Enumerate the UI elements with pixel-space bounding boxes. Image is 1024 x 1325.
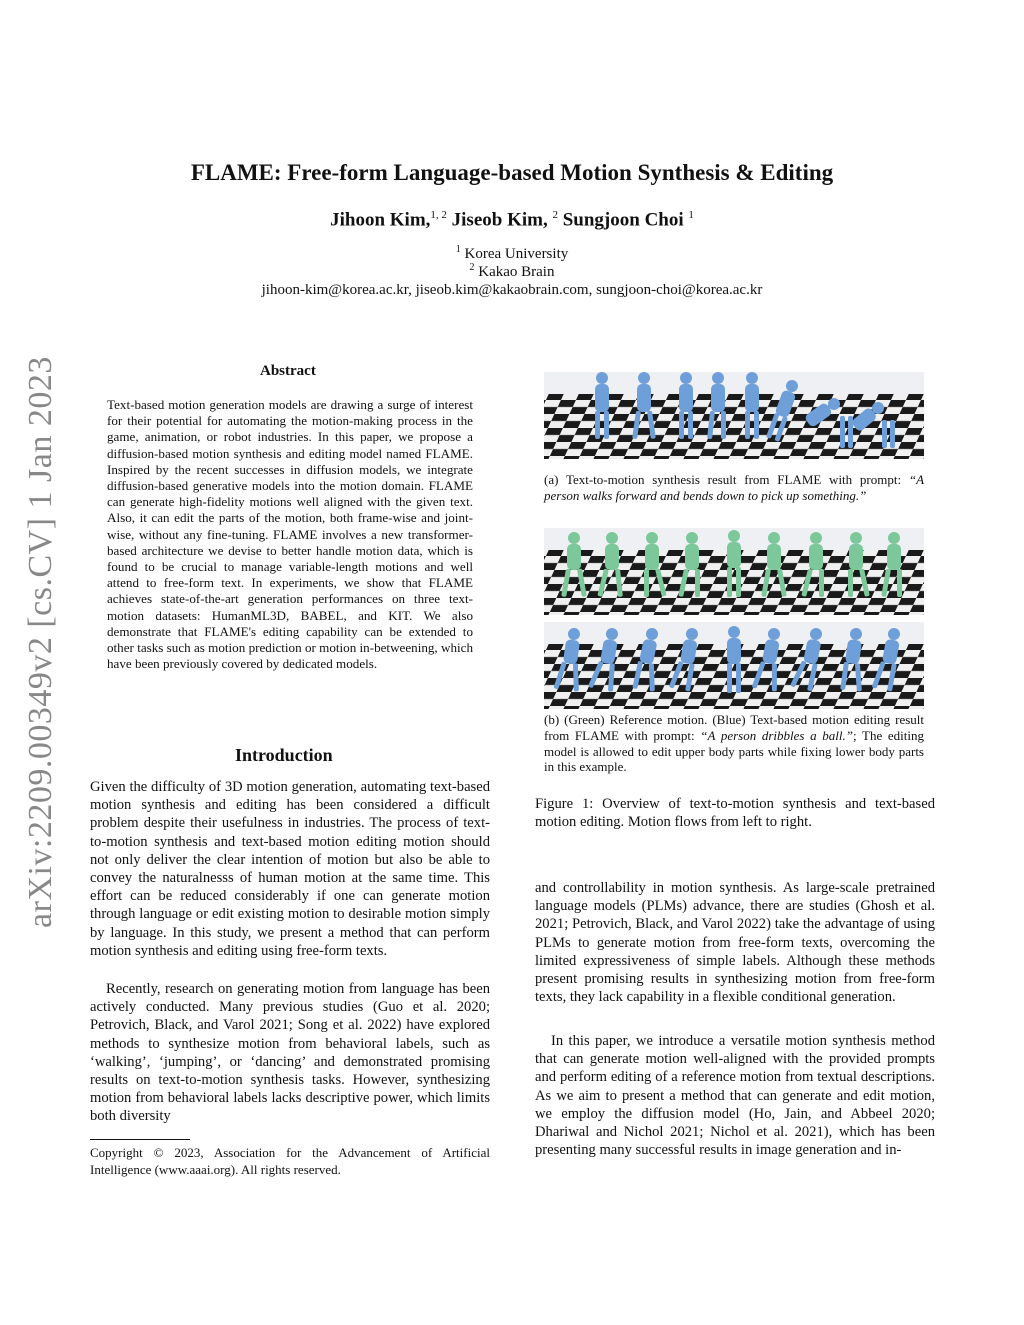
figure-1b-reference-image [544,528,924,615]
figure-1b-edited-render [544,622,924,709]
arxiv-stamp: arXiv:2209.00349v2 [cs.CV] 1 Jan 2023 [22,356,59,928]
figure-1b-reference-render [544,528,924,615]
paper-title: FLAME: Free-form Language-based Motion Synthesis & Editing [190,160,834,185]
intro-paragraph-2: Recently, research on generating motion from language has been actively conducted. Many previous studies (Guo et al. 2020; Petrovich, Black, and Varol 2021; Song et al. 2022) have explored methods to synthesize motion from behavioral labels, such as ‘walking’, ‘jumping’, or ‘dancing’ and demonstrated promising results on text-to-motion synthesis tasks. However, synthesizing motion from behavioral labels lacks descriptive power, which limits both diversity [90,981,490,1125]
author-name: Jiseob Kim, [451,209,548,231]
figure-legs [882,420,887,448]
figure-legs [840,416,845,448]
figure-1b-caption [544,712,924,775]
author-name: Sungjoon Choi [562,209,684,231]
figure-1a-caption [544,472,924,504]
affiliation-name: Korea University [464,246,569,262]
author-affiliation-mark: 1, 2 [430,209,447,221]
figure-1a-image [544,372,924,459]
caption-text: (b) (Green) Reference motion. (Blue) Text-based motion editing result from FLAME with prompt: [544,712,924,743]
introduction-heading: Introduction [235,745,333,765]
caption-text: (a) Text-to-motion synthesis result from FLAME with prompt: [544,472,902,487]
figure-1a-render [544,372,924,459]
figure-legs [848,416,853,448]
author-list [0,209,1024,231]
figure-1b-edited-image [544,622,924,709]
author-affiliation-mark: 2 [552,209,558,221]
author-name: Jihoon Kim, [330,209,431,231]
figure-legs [890,420,895,448]
affiliation-name: Kakao Brain [478,264,555,280]
abstract-heading: Abstract [260,363,316,379]
figure-1-caption: Figure 1: Overview of text-to-motion synthesis and text-based motion editing. Motion flows from left to right. [535,796,935,831]
affiliation-mark: 1 [455,244,461,255]
intro-paragraph-1: Given the difficulty of 3D motion generation, automating text-based motion synthesis and editing has been considered a difficult problem despite their usefulness in industries. The process of text-to-motion synthesis and text-based motion editing motion should not only deliver the clear intention of motion but also be able to convey the naturalnesss of human motion at the same time. This effort can be reduced considerably if one can generate motion through language or edit existing motion to desirable motion simply by language. In this study, we present a method that can perform motion synthesis and editing using free-form texts. [90,779,490,959]
affiliation-2 [0,262,1024,281]
caption-text: ; The editing model is allowed to edit upper body parts while fixing lower body parts in this example. [544,727,925,775]
right-paragraph-1: and controllability in motion synthesis. As large-scale pretrained language models (PLMs) advance, there are studies (Ghosh et al. 2021; Petrovich, Black, and Varol 2022) take the advantage of using PLMs to generate motion from free-form texts, overcoming the limited expressiveness of simple labels. Although these methods present promising results in synthesizing motion from free-form texts, they lack capability in a flexible conditional generation. [535,880,935,1006]
affiliation-mark: 2 [469,262,475,273]
caption-prompt: “A person walks forward and bends down to pick up something.” [544,472,925,503]
copyright-footnote: Copyright © 2023, Association for the Advancement of Artificial Intelligence (www.aaai.org). All rights reserved. [90,1145,490,1177]
caption-prompt: “A person dribbles a ball.” [700,727,853,743]
affiliation-1 [0,244,1024,263]
author-affiliation-mark: 1 [688,209,694,221]
right-paragraph-2: In this paper, we introduce a versatile motion synthesis method that can generate motion well-aligned with the provided prompts and perform editing of a reference motion from textual descriptions. As we aim to present a method that can generate and edit motion, we employ the diffusion model (Ho, Jain, and Abbeel 2020; Dhariwal and Nichol 2021; Nichol et al. 2021), which has been presenting many successful results in image generation and in- [535,1033,935,1159]
abstract-text: Text-based motion generation models are drawing a surge of interest for their potential for automating the motion-making process in the game, animation, or robot industries. In this paper, we propose a diffusion-based motion synthesis and editing model named FLAME. Inspired by the recent successes in diffusion models, we integrate diffusion-based generative models into the motion domain. FLAME can generate high-fidelity motions well aligned with the given text. Also, it can edit the parts of the motion, both frame-wise and joint-wise, without any fine-tuning. FLAME involves a new transformer-based architecture we devise to better handle motion data, which is found to be crucial to manage variable-length motions and well attend to free-form text. In experiments, we show that FLAME achieves state-of-the-art generation performances on three text-motion datasets: HumanML3D, BABEL, and KIT. We also demonstrate that FLAME's editing capability can be extended to other tasks such as motion prediction or motion in-betweening, which have been previously covered by dedicated models. [107,397,473,672]
author-emails: jihoon-kim@korea.ac.kr, jiseob.kim@kakaobrain.com, sungjoon-choi@korea.ac.kr [261,282,763,298]
footnote-rule [90,1139,190,1140]
